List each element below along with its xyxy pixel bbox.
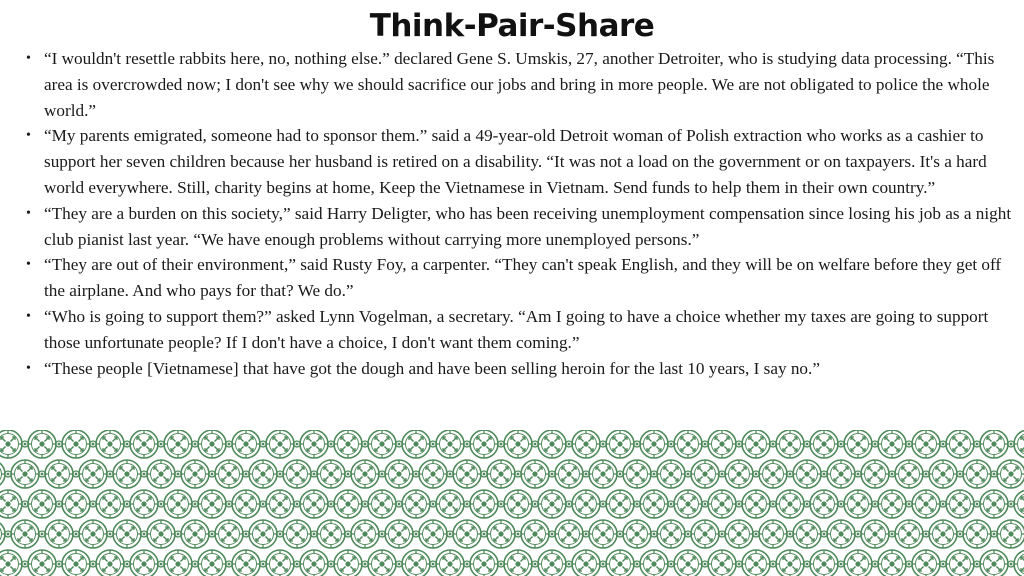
quote-text: “They are a burden on this society,” said Harry Deligter, who has been receiving unemployment compensation since losing his job as a night club pianist last year. “We have enough problems without carrying more unemployed persons.”	[44, 203, 1012, 249]
medallion-icon	[45, 520, 73, 548]
medallion-icon	[538, 490, 566, 518]
medallion-icon	[827, 520, 855, 548]
medallion-icon	[657, 460, 685, 488]
quote-item	[24, 46, 1014, 123]
medallion-icon	[147, 520, 175, 548]
medallion-icon	[45, 460, 73, 488]
medallion-icon	[130, 490, 158, 518]
medallion-icon	[113, 460, 141, 488]
medallion-icon	[215, 460, 243, 488]
medallion-icon	[742, 430, 770, 458]
medallion-icon	[0, 490, 22, 518]
medallion-icon	[317, 520, 345, 548]
medallion-icon	[997, 520, 1024, 548]
medallion-icon	[402, 490, 430, 518]
medallion-icon	[878, 550, 906, 576]
medallion-icon	[776, 490, 804, 518]
medallion-icon	[368, 430, 396, 458]
medallion-icon	[470, 490, 498, 518]
medallion-icon	[521, 520, 549, 548]
medallion-icon	[164, 550, 192, 576]
medallion-icon	[419, 460, 447, 488]
bullet-icon: •	[26, 205, 31, 221]
medallion-icon	[980, 430, 1008, 458]
medallion-icon	[453, 520, 481, 548]
medallion-icon	[232, 550, 260, 576]
medallion-icon	[487, 460, 515, 488]
medallion-icon	[776, 430, 804, 458]
medallion-icon	[487, 520, 515, 548]
medallion-icon	[130, 550, 158, 576]
quote-text: “Who is going to support them?” asked Lynn Vogelman, a secretary. “Am I going to have a choice whether my taxes are going to support those unfortunate people? If I don't have a choice, I don't want them coming.”	[44, 306, 989, 352]
medallion-icon	[793, 520, 821, 548]
medallion-icon	[79, 520, 107, 548]
medallion-icon	[215, 520, 243, 548]
medallion-icon	[929, 520, 957, 548]
medallion-icon	[266, 490, 294, 518]
medallion-icon	[453, 460, 481, 488]
medallion-icon	[198, 490, 226, 518]
medallion-icon	[96, 550, 124, 576]
medallion-icon	[266, 430, 294, 458]
medallion-icon	[623, 460, 651, 488]
medallion-icon	[504, 430, 532, 458]
medallion-icon	[538, 430, 566, 458]
quote-text: “They are out of their environment,” said Rusty Foy, a carpenter. “They can't speak English, and they will be on welfare before they get off the airplane. And who pays for that? We do.”	[44, 255, 1002, 301]
medallion-icon	[725, 460, 753, 488]
medallion-icon	[96, 490, 124, 518]
quote-list	[24, 46, 1014, 381]
medallion-icon	[521, 460, 549, 488]
medallion-icon	[963, 460, 991, 488]
medallion-icon	[572, 430, 600, 458]
medallion-icon	[1014, 430, 1024, 458]
medallion-icon	[96, 430, 124, 458]
medallion-icon	[844, 490, 872, 518]
medallion-icon	[912, 430, 940, 458]
medallion-icon	[895, 520, 923, 548]
medallion-icon	[963, 520, 991, 548]
medallion-icon	[640, 430, 668, 458]
medallion-icon	[606, 550, 634, 576]
medallion-icon	[997, 460, 1024, 488]
medallion-icon	[912, 550, 940, 576]
medallion-icon	[793, 460, 821, 488]
medallion-icon	[368, 550, 396, 576]
decorative-pattern-band	[0, 430, 1024, 576]
medallion-icon	[878, 430, 906, 458]
medallion-icon	[1014, 490, 1024, 518]
medallion-icon	[436, 430, 464, 458]
medallion-icon	[300, 550, 328, 576]
medallion-icon	[11, 520, 39, 548]
medallion-icon	[28, 550, 56, 576]
medallion-icon	[504, 550, 532, 576]
medallion-icon	[419, 520, 447, 548]
quote-item	[24, 304, 1014, 356]
medallion-icon	[555, 520, 583, 548]
medallion-icon	[742, 550, 770, 576]
medallion-icon	[232, 430, 260, 458]
medallion-icon	[946, 490, 974, 518]
medallion-icon	[198, 430, 226, 458]
medallion-icon	[878, 490, 906, 518]
bullet-icon: •	[26, 308, 31, 324]
medallion-icon	[674, 550, 702, 576]
medallion-icon	[946, 550, 974, 576]
medallion-icon	[691, 520, 719, 548]
medallion-pattern-icon	[0, 430, 1024, 576]
medallion-icon	[640, 550, 668, 576]
medallion-icon	[555, 460, 583, 488]
medallion-icon	[708, 490, 736, 518]
medallion-icon	[28, 430, 56, 458]
quote-text: “I wouldn't resettle rabbits here, no, nothing else.” declared Gene S. Umskis, 27, another Detroiter, who is studying data processing. “This area is overcrowded now; I don't see why we should sacrifice our jobs and bring in more people. We are not obligated to police the whole world.”	[44, 49, 995, 120]
medallion-icon	[317, 460, 345, 488]
medallion-icon	[0, 550, 22, 576]
medallion-icon	[11, 460, 39, 488]
medallion-icon	[640, 490, 668, 518]
medallion-icon	[572, 490, 600, 518]
medallion-icon	[266, 550, 294, 576]
medallion-icon	[759, 520, 787, 548]
medallion-icon	[198, 550, 226, 576]
medallion-icon	[827, 460, 855, 488]
medallion-icon	[351, 520, 379, 548]
medallion-icon	[62, 430, 90, 458]
bullet-icon: •	[26, 257, 31, 273]
medallion-icon	[1014, 550, 1024, 576]
bullet-icon: •	[26, 128, 31, 144]
medallion-icon	[623, 520, 651, 548]
medallion-icon	[929, 460, 957, 488]
medallion-icon	[300, 430, 328, 458]
medallion-icon	[980, 550, 1008, 576]
medallion-icon	[657, 520, 685, 548]
medallion-icon	[946, 430, 974, 458]
medallion-icon	[147, 460, 175, 488]
medallion-icon	[436, 490, 464, 518]
medallion-icon	[283, 460, 311, 488]
quote-item	[24, 356, 1014, 382]
medallion-icon	[470, 430, 498, 458]
medallion-icon	[113, 520, 141, 548]
quote-text: “These people [Vietnamese] that have got the dough and have been selling heroin for the last 10 years, I say no.”	[44, 358, 820, 378]
medallion-icon	[810, 430, 838, 458]
medallion-icon	[725, 520, 753, 548]
medallion-icon	[436, 550, 464, 576]
medallion-icon	[62, 490, 90, 518]
medallion-icon	[691, 460, 719, 488]
medallion-icon	[368, 490, 396, 518]
medallion-icon	[674, 490, 702, 518]
medallion-icon	[861, 520, 889, 548]
medallion-icon	[606, 430, 634, 458]
medallion-icon	[385, 520, 413, 548]
medallion-icon	[810, 550, 838, 576]
medallion-icon	[470, 550, 498, 576]
medallion-icon	[776, 550, 804, 576]
medallion-icon	[402, 430, 430, 458]
medallion-icon	[181, 460, 209, 488]
medallion-icon	[895, 460, 923, 488]
medallion-icon	[300, 490, 328, 518]
medallion-icon	[249, 460, 277, 488]
medallion-icon	[742, 490, 770, 518]
medallion-icon	[572, 550, 600, 576]
medallion-icon	[0, 430, 22, 458]
bullet-icon: •	[26, 360, 31, 376]
medallion-icon	[674, 430, 702, 458]
medallion-icon	[334, 430, 362, 458]
medallion-icon	[334, 550, 362, 576]
medallion-icon	[232, 490, 260, 518]
medallion-icon	[810, 490, 838, 518]
medallion-icon	[79, 460, 107, 488]
medallion-icon	[980, 490, 1008, 518]
medallion-icon	[708, 430, 736, 458]
medallion-icon	[28, 490, 56, 518]
medallion-icon	[606, 490, 634, 518]
quote-item	[24, 252, 1014, 304]
medallion-icon	[249, 520, 277, 548]
medallion-icon	[62, 550, 90, 576]
medallion-icon	[861, 460, 889, 488]
slide-title: Think-Pair-Share	[369, 8, 655, 44]
bullet-icon: •	[26, 51, 31, 66]
medallion-icon	[912, 490, 940, 518]
medallion-icon	[504, 490, 532, 518]
medallion-icon	[844, 430, 872, 458]
medallion-icon	[283, 520, 311, 548]
medallion-icon	[402, 550, 430, 576]
medallion-icon	[759, 460, 787, 488]
quote-item	[24, 201, 1014, 253]
quote-text: “My parents emigrated, someone had to sponsor them.” said a 49-year-old Detroit woman of Polish extraction who works as a cashier to support her seven children because her husband is retired on a disability. “It was not a load on the government or on taxpayers. It's a hard world everywhere. Still, charity begins at home, Keep the Vietnamese in Vietnam. Send funds to help them in their own country.”	[44, 126, 987, 197]
medallion-icon	[181, 520, 209, 548]
medallion-icon	[589, 460, 617, 488]
medallion-icon	[130, 430, 158, 458]
medallion-icon	[708, 550, 736, 576]
medallion-icon	[164, 490, 192, 518]
medallion-icon	[589, 520, 617, 548]
medallion-icon	[844, 550, 872, 576]
medallion-icon	[538, 550, 566, 576]
quote-item	[24, 123, 1014, 200]
medallion-icon	[164, 430, 192, 458]
medallion-icon	[385, 460, 413, 488]
medallion-icon	[334, 490, 362, 518]
medallion-icon	[351, 460, 379, 488]
